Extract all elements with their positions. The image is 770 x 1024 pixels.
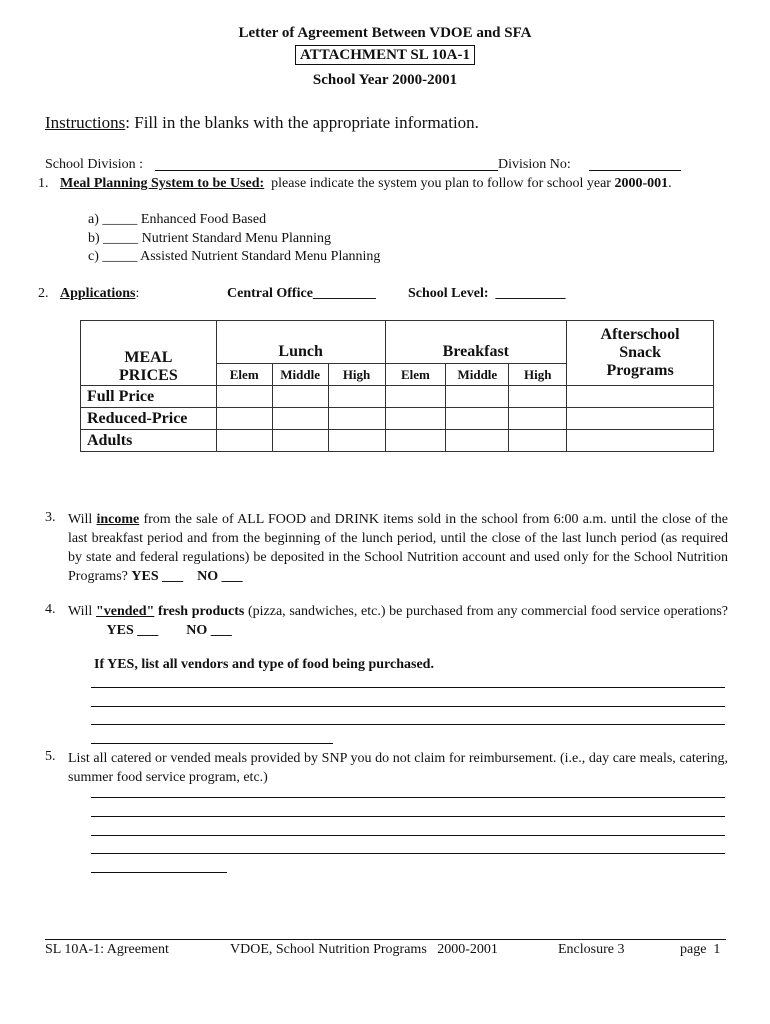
school-division-label: School Division : xyxy=(45,157,144,172)
q2-colon: : xyxy=(135,286,140,301)
price-cell[interactable] xyxy=(272,408,328,430)
col-breakfast-high: High xyxy=(509,364,567,386)
central-office-field[interactable]: Central Office_________ xyxy=(227,286,376,301)
q1-year: 2000-001 xyxy=(614,176,669,191)
price-cell[interactable] xyxy=(216,430,272,452)
q3-yes[interactable]: YES ___ xyxy=(131,569,184,584)
price-cell[interactable] xyxy=(509,386,567,408)
afterschool-line3: Programs xyxy=(606,362,674,379)
q1-text xyxy=(60,176,672,192)
price-cell[interactable] xyxy=(446,430,509,452)
option-blank[interactable]: _____ xyxy=(103,231,139,246)
price-cell[interactable] xyxy=(385,430,446,452)
q2-label: Applications xyxy=(60,286,136,301)
q4-body: (pizza, sandwiches, etc.) be purchased from any commercial food service operations? xyxy=(244,604,729,619)
afterschool-header xyxy=(567,321,714,386)
school-division-field[interactable] xyxy=(155,170,498,171)
price-cell[interactable] xyxy=(567,430,714,452)
q3-number: 3. xyxy=(45,510,56,525)
price-cell[interactable] xyxy=(328,430,385,452)
price-cell[interactable] xyxy=(385,386,446,408)
price-cell[interactable] xyxy=(328,386,385,408)
footer-enclosure: Enclosure 3 xyxy=(558,942,625,957)
row-label-full-price: Full Price xyxy=(81,386,217,408)
price-cell[interactable] xyxy=(216,408,272,430)
price-cell[interactable] xyxy=(385,408,446,430)
option-blank[interactable]: _____ xyxy=(102,212,138,227)
option-text: Assisted Nutrient Standard Menu Planning xyxy=(140,249,381,264)
footer-rule xyxy=(45,939,726,940)
vendor-line[interactable] xyxy=(91,743,333,744)
q1-label: Meal Planning System to be Used: xyxy=(60,176,265,191)
q4-if-yes: If YES, list all vendors and type of food being purchased. xyxy=(94,657,434,672)
afterschool-line2: Snack xyxy=(619,344,661,361)
attachment-label xyxy=(0,47,770,64)
col-lunch-middle: Middle xyxy=(272,364,328,386)
col-breakfast-middle: Middle xyxy=(446,364,509,386)
price-cell[interactable] xyxy=(328,408,385,430)
q3-body: from the sale of ALL FOOD and DRINK items sold in the school from 6:00 a.m. until the close of the last breakfast period and from the beginning of the lunch period, until the close of the last lunch period (as required by state and federal regulations) be deposited in the School Nutrition account and used only for the School Nutrition Programs? xyxy=(68,512,728,584)
row-label-reduced-price: Reduced-Price xyxy=(81,408,217,430)
price-cell[interactable] xyxy=(567,386,714,408)
price-cell[interactable] xyxy=(509,430,567,452)
q4-yes[interactable]: YES ___ xyxy=(106,623,159,638)
footer-page: page 1 xyxy=(680,942,721,957)
q2-label-wrap xyxy=(60,286,139,302)
q4-text xyxy=(68,602,728,640)
option-a[interactable] xyxy=(88,212,266,228)
vendor-line[interactable] xyxy=(91,724,725,725)
footer-center: VDOE, School Nutrition Programs 2000-2001 xyxy=(230,942,498,957)
price-cell[interactable] xyxy=(446,408,509,430)
school-year: School Year 2000-2001 xyxy=(312,72,458,88)
q1-period: . xyxy=(668,176,672,191)
breakfast-header: Breakfast xyxy=(385,321,567,364)
q4-pre: Will xyxy=(68,604,96,619)
division-no-field[interactable] xyxy=(589,170,681,171)
instructions-label: Instructions xyxy=(45,113,126,132)
table-row xyxy=(81,430,714,452)
q3-no[interactable]: NO ___ xyxy=(197,569,243,584)
col-lunch-high: High xyxy=(328,364,385,386)
q3-income: income xyxy=(96,512,140,527)
q4-number: 4. xyxy=(45,602,56,617)
vendor-line[interactable] xyxy=(91,687,725,688)
unclaimed-meals-line[interactable] xyxy=(91,835,725,836)
unclaimed-meals-line[interactable] xyxy=(91,853,725,854)
option-text: Enhanced Food Based xyxy=(140,212,267,227)
table-row xyxy=(81,386,714,408)
q5-number: 5. xyxy=(45,749,56,764)
vendor-line[interactable] xyxy=(91,706,725,707)
price-cell[interactable] xyxy=(272,386,328,408)
price-cell[interactable] xyxy=(446,386,509,408)
option-letter: a) xyxy=(88,212,99,227)
meal-prices-table xyxy=(80,320,714,452)
q4-fresh: fresh products xyxy=(154,604,245,619)
row-label-adults: Adults xyxy=(81,430,217,452)
q5-text: List all catered or vended meals provided by SNP you do not claim for reimbursement. (i.e., day care meals, catering, summer food service program, etc.) xyxy=(68,751,728,785)
q4-vended: "vended" xyxy=(95,604,155,619)
q1-number: 1. xyxy=(38,176,49,191)
price-cell[interactable] xyxy=(509,408,567,430)
instructions-text: : Fill in the blanks with the appropriate information. xyxy=(125,113,479,132)
option-letter: c) xyxy=(88,249,99,264)
col-lunch-elem: Elem xyxy=(216,364,272,386)
q2-number: 2. xyxy=(38,286,49,301)
footer-left: SL 10A-1: Agreement xyxy=(45,942,169,957)
instructions xyxy=(45,113,479,133)
q1-body: please indicate the system you plan to follow for school year xyxy=(271,176,611,191)
option-b[interactable] xyxy=(88,231,331,247)
option-letter: b) xyxy=(88,231,100,246)
price-cell[interactable] xyxy=(567,408,714,430)
q3-text xyxy=(68,510,728,586)
unclaimed-meals-line[interactable] xyxy=(91,872,227,873)
unclaimed-meals-line[interactable] xyxy=(91,797,725,798)
meal-prices-header xyxy=(81,321,217,386)
meal-prices-line1: MEAL xyxy=(124,349,173,366)
school-level-field[interactable]: School Level: __________ xyxy=(408,286,566,301)
option-c[interactable] xyxy=(88,249,380,265)
attachment-box: ATTACHMENT SL 10A-1 xyxy=(295,45,475,65)
unclaimed-meals-line[interactable] xyxy=(91,816,725,817)
option-blank[interactable]: _____ xyxy=(102,249,138,264)
meal-prices-line2: PRICES xyxy=(119,367,178,384)
document-title: Letter of Agreement Between VDOE and SFA xyxy=(238,25,532,41)
price-cell[interactable] xyxy=(216,386,272,408)
lunch-header: Lunch xyxy=(216,321,385,364)
price-cell[interactable] xyxy=(272,430,328,452)
option-text: Nutrient Standard Menu Planning xyxy=(141,231,332,246)
division-no-label: Division No: xyxy=(498,157,571,172)
q4-no[interactable]: NO ___ xyxy=(186,623,232,638)
table-row xyxy=(81,408,714,430)
col-breakfast-elem: Elem xyxy=(385,364,446,386)
afterschool-line1: Afterschool xyxy=(600,326,680,343)
q3-pre: Will xyxy=(68,512,97,527)
